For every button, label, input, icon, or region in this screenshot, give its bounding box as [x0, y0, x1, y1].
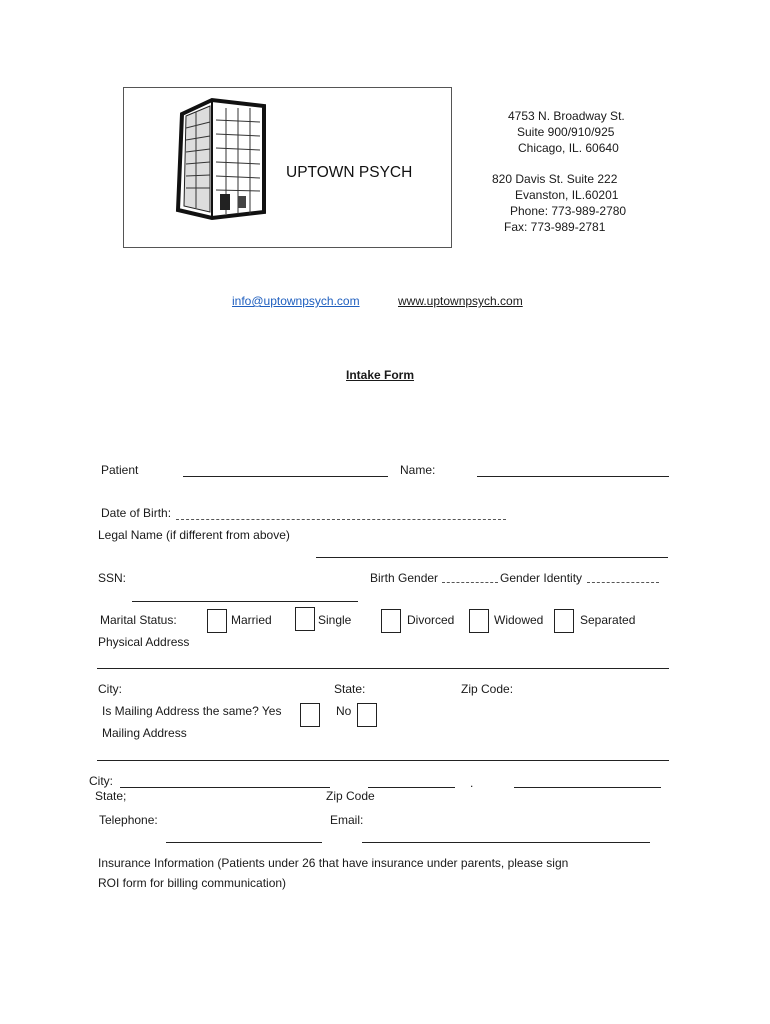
phone-text: Phone: 773-989-2780: [510, 204, 627, 218]
separator-period: .: [470, 776, 474, 790]
address-block-2: [492, 171, 626, 235]
name-field[interactable]: [477, 476, 669, 477]
patient-field[interactable]: [183, 476, 388, 477]
logo-box: [123, 87, 452, 248]
widowed-label: Widowed: [494, 613, 544, 627]
address-line: Suite 900/910/925: [517, 125, 615, 139]
city2-label: City:: [89, 774, 113, 788]
state2-field[interactable]: [368, 787, 455, 788]
address-line: 820 Davis St. Suite 222: [492, 172, 618, 186]
marital-status-label: Marital Status:: [100, 613, 177, 627]
mailing-address-field[interactable]: [97, 760, 669, 761]
address-line: 4753 N. Broadway St.: [508, 109, 625, 123]
address-block-1: [508, 108, 625, 156]
dob-field[interactable]: [176, 519, 506, 520]
zip-label: Zip Code:: [461, 682, 514, 696]
name-label: Name:: [400, 463, 436, 477]
city-label: City:: [98, 682, 122, 696]
telephone-label: Telephone:: [99, 813, 158, 827]
separated-label: Separated: [580, 613, 636, 627]
no-label: No: [336, 704, 352, 718]
zip2-label: Zip Code: [326, 789, 375, 803]
mailing-same-no-checkbox[interactable]: [357, 703, 377, 727]
city2-field[interactable]: [120, 787, 330, 788]
logo-name: UPTOWN PSYCH: [286, 164, 413, 181]
insurance-text-line2: ROI form for billing communication): [98, 876, 287, 890]
telephone-field[interactable]: [166, 842, 322, 843]
address-line: Evanston, IL.60201: [515, 188, 619, 202]
ssn-label: SSN:: [98, 571, 127, 585]
mailing-same-label: Is Mailing Address the same? Yes: [102, 704, 282, 718]
insurance-text-line1: Insurance Information (Patients under 26 that have insurance under parents, please sign: [98, 856, 569, 870]
zip2-field[interactable]: [514, 787, 661, 788]
married-checkbox[interactable]: [207, 609, 227, 633]
divorced-checkbox[interactable]: [381, 609, 401, 633]
physical-address-label: Physical Address: [98, 635, 190, 649]
address-line: Chicago, IL. 60640: [518, 141, 619, 155]
birth-gender-label: Birth Gender: [370, 571, 439, 585]
state-label: State:: [334, 682, 366, 696]
building-logo-icon: [172, 94, 272, 222]
separated-checkbox[interactable]: [554, 609, 574, 633]
legal-name-field[interactable]: [316, 557, 668, 558]
divorced-label: Divorced: [407, 613, 455, 627]
widowed-checkbox[interactable]: [469, 609, 489, 633]
legal-name-label: Legal Name (if different from above): [98, 528, 290, 542]
email-label: Email:: [330, 813, 364, 827]
married-label: Married: [231, 613, 272, 627]
ssn-field[interactable]: [132, 601, 358, 602]
email-link[interactable]: info@uptownpsych.com: [232, 294, 360, 308]
single-checkbox[interactable]: [295, 607, 315, 631]
patient-label: Patient: [101, 463, 139, 477]
single-label: Single: [318, 613, 352, 627]
state2-label: State;: [95, 789, 127, 803]
email-field[interactable]: [362, 842, 650, 843]
dob-label: Date of Birth:: [101, 506, 172, 520]
gender-identity-field[interactable]: [587, 582, 659, 583]
physical-address-field[interactable]: [97, 668, 669, 669]
birth-gender-field[interactable]: [442, 582, 498, 583]
website-link[interactable]: www.uptownpsych.com: [398, 294, 523, 308]
form-title: Intake Form: [346, 368, 415, 382]
mailing-address-label: Mailing Address: [102, 726, 187, 740]
gender-identity-label: Gender Identity: [500, 571, 583, 585]
mailing-same-yes-checkbox[interactable]: [300, 703, 320, 727]
fax-text: Fax: 773-989-2781: [504, 220, 606, 234]
